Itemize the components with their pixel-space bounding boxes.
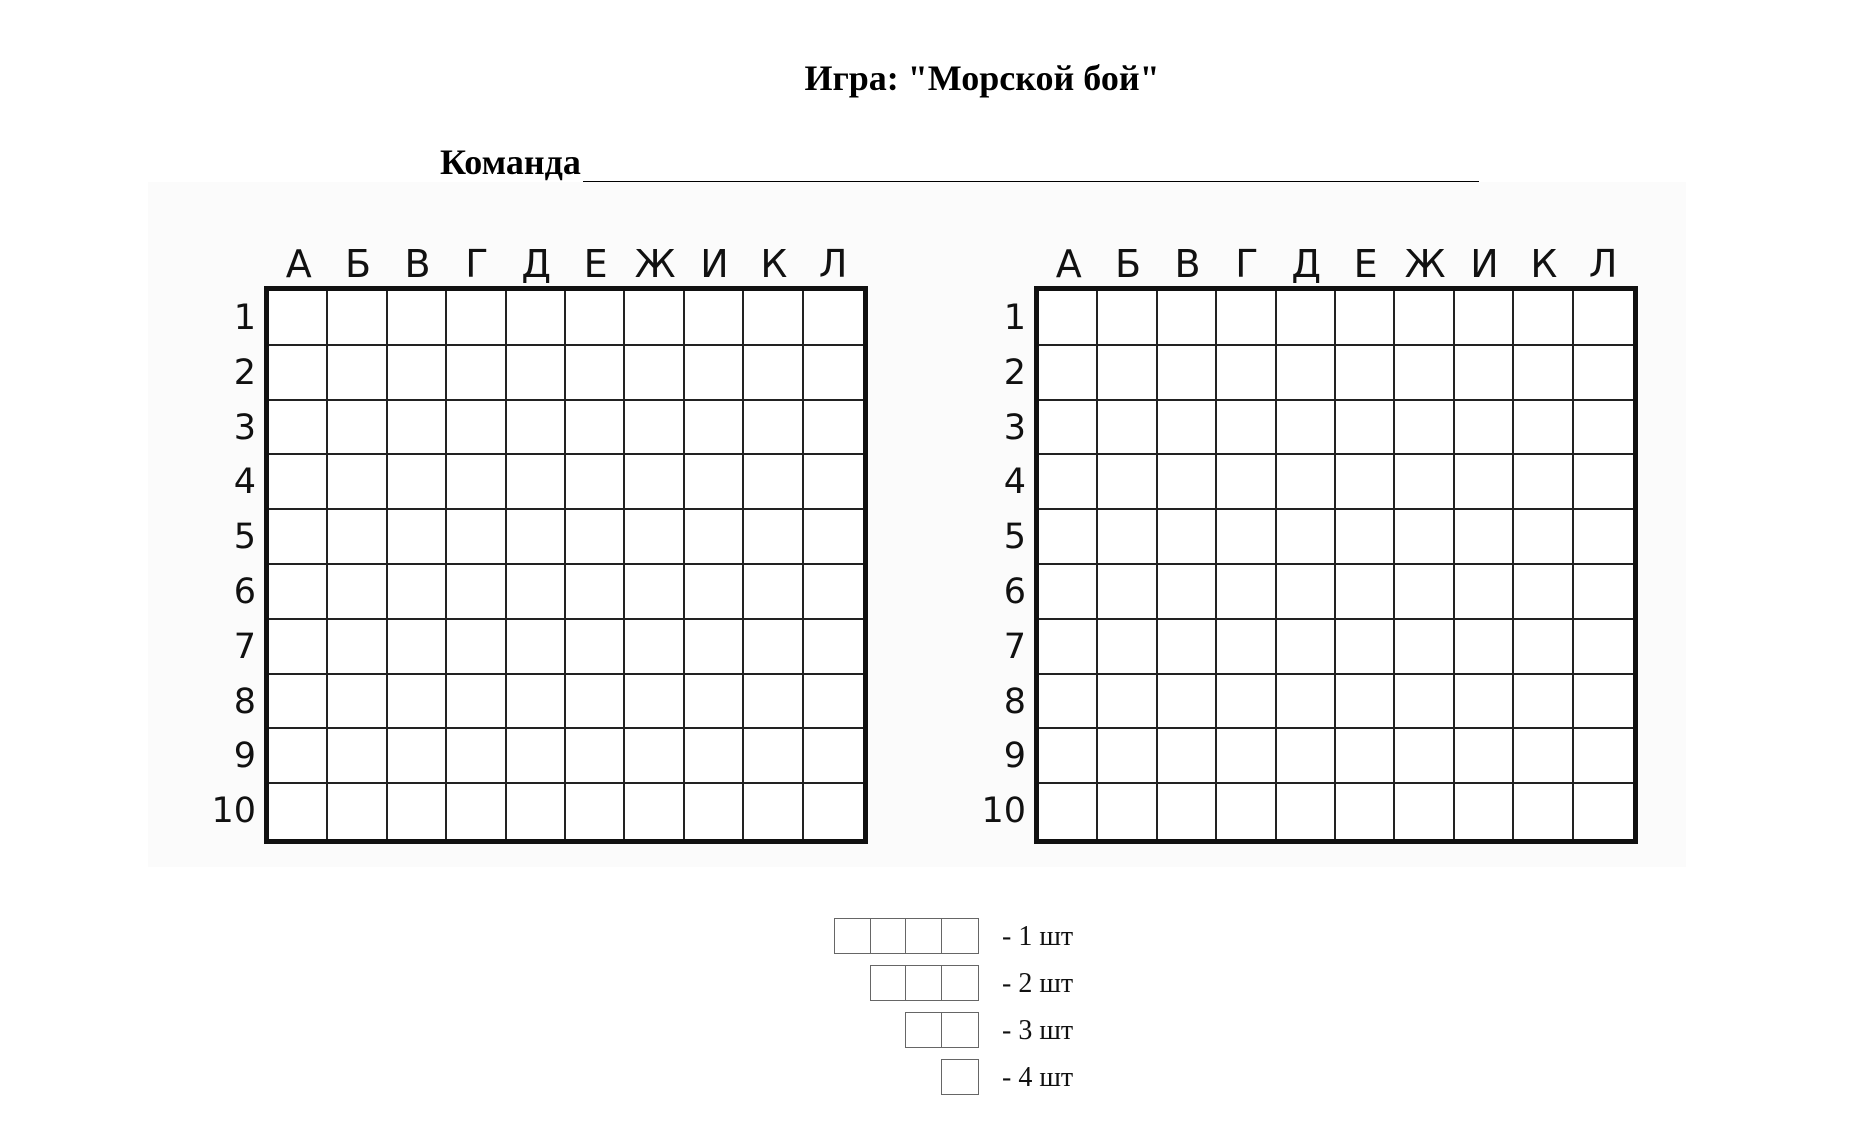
row-labels xyxy=(962,291,1026,839)
column-label: Д xyxy=(1291,242,1322,286)
grid-cell[interactable] xyxy=(269,565,328,620)
grid-cell[interactable] xyxy=(804,675,863,730)
column-label: Б xyxy=(345,242,372,286)
grid-cell[interactable] xyxy=(1336,729,1395,784)
grid-cell[interactable] xyxy=(507,565,566,620)
grid-cell[interactable] xyxy=(625,620,684,675)
grid-cell[interactable] xyxy=(685,620,744,675)
column-label: Д xyxy=(521,242,552,286)
grid-cell[interactable] xyxy=(566,510,625,565)
grid-cell[interactable] xyxy=(1158,346,1217,401)
grid-cell[interactable] xyxy=(744,565,803,620)
grid-cell[interactable] xyxy=(388,620,447,675)
grid-cell[interactable] xyxy=(507,784,566,839)
grid-cell[interactable] xyxy=(269,675,328,730)
grid-cell[interactable] xyxy=(269,620,328,675)
grid-cell[interactable] xyxy=(566,565,625,620)
grid-cell[interactable] xyxy=(625,510,684,565)
grid-cell[interactable] xyxy=(1098,729,1157,784)
grid-cell[interactable] xyxy=(1039,565,1098,620)
grid-cell[interactable] xyxy=(1039,401,1098,456)
grid-cell[interactable] xyxy=(1158,620,1217,675)
row-label: 2 xyxy=(1003,352,1026,393)
legend-row xyxy=(834,965,1114,1012)
grid-cell[interactable] xyxy=(1217,346,1276,401)
ship-cell xyxy=(906,919,942,953)
ship-cell xyxy=(906,1013,942,1047)
legend-count: - 4 шт xyxy=(1002,1062,1074,1093)
grid-cell[interactable] xyxy=(447,620,506,675)
grid-cell[interactable] xyxy=(1158,784,1217,839)
grid-cell[interactable] xyxy=(269,784,328,839)
grid-cell[interactable] xyxy=(566,291,625,346)
grid-cell[interactable] xyxy=(685,675,744,730)
row-label: 1 xyxy=(233,298,256,338)
grid-cell[interactable] xyxy=(1158,675,1217,730)
grid-cell[interactable] xyxy=(804,510,863,565)
grid-cell[interactable] xyxy=(1574,784,1633,839)
grid-cell[interactable] xyxy=(328,455,387,510)
grid-cell[interactable] xyxy=(1514,510,1573,565)
grid-cell[interactable] xyxy=(1217,455,1276,510)
legend-count: - 3 шт xyxy=(1002,1015,1074,1046)
grid-cell[interactable] xyxy=(1514,455,1573,510)
grid-cell[interactable] xyxy=(269,510,328,565)
grid-cell[interactable] xyxy=(1455,784,1514,839)
grid-cell[interactable] xyxy=(1277,401,1336,456)
grid-cell[interactable] xyxy=(625,291,684,346)
column-label: Ж xyxy=(634,242,676,286)
grid-cell[interactable] xyxy=(1455,510,1514,565)
grid-cell[interactable] xyxy=(1514,620,1573,675)
column-label: В xyxy=(404,242,431,286)
grid-cell[interactable] xyxy=(804,784,863,839)
grid-cell[interactable] xyxy=(1395,346,1454,401)
grid-cell[interactable] xyxy=(1158,510,1217,565)
grid-cell[interactable] xyxy=(1455,675,1514,730)
grid-cell[interactable] xyxy=(1277,729,1336,784)
grid-cell[interactable] xyxy=(1574,675,1633,730)
grid-cell[interactable] xyxy=(804,455,863,510)
grid-cell[interactable] xyxy=(388,455,447,510)
grid-cell[interactable] xyxy=(685,784,744,839)
grid-cell[interactable] xyxy=(1455,729,1514,784)
grid-cell[interactable] xyxy=(1098,401,1157,456)
grid-cell[interactable] xyxy=(1098,620,1157,675)
grid-cell[interactable] xyxy=(328,401,387,456)
column-label: Л xyxy=(1588,242,1618,286)
grid-cell[interactable] xyxy=(1158,291,1217,346)
grid-cell[interactable] xyxy=(269,401,328,456)
column-label: И xyxy=(1470,242,1499,286)
grid-cell[interactable] xyxy=(1395,455,1454,510)
ship-cell xyxy=(942,966,978,1000)
grid-cell[interactable] xyxy=(1217,291,1276,346)
grid-cell[interactable] xyxy=(804,729,863,784)
grid-cell[interactable] xyxy=(1336,620,1395,675)
grid-cell[interactable] xyxy=(1336,675,1395,730)
grid-cell[interactable] xyxy=(388,675,447,730)
grid-cell[interactable] xyxy=(1277,510,1336,565)
grid-cell[interactable] xyxy=(1574,455,1633,510)
column-labels xyxy=(1039,242,1633,286)
column-label: А xyxy=(285,242,312,286)
row-label: 6 xyxy=(1003,571,1026,612)
row-label: 6 xyxy=(233,571,256,612)
grid-cell[interactable] xyxy=(1395,565,1454,620)
grid-cell[interactable] xyxy=(328,346,387,401)
grid-cell[interactable] xyxy=(1158,565,1217,620)
grid-cell[interactable] xyxy=(1336,401,1395,456)
legend-row xyxy=(834,1059,1114,1106)
team-name-line[interactable] xyxy=(583,141,1479,184)
grid-cell[interactable] xyxy=(447,675,506,730)
row-label: 3 xyxy=(1003,407,1026,448)
grid-cell[interactable] xyxy=(1336,784,1395,839)
column-label: Е xyxy=(1353,242,1378,286)
grid-cell[interactable] xyxy=(1395,784,1454,839)
column-label: В xyxy=(1174,242,1201,286)
row-label: 4 xyxy=(233,462,256,503)
grid-cell[interactable] xyxy=(685,455,744,510)
row-label: 9 xyxy=(1003,736,1026,777)
column-label: Е xyxy=(583,242,608,286)
row-label: 7 xyxy=(233,626,256,667)
grid-cell[interactable] xyxy=(744,675,803,730)
grid-cell[interactable] xyxy=(447,510,506,565)
grid-cell[interactable] xyxy=(388,729,447,784)
grid-cell[interactable] xyxy=(1514,346,1573,401)
grid-cell[interactable] xyxy=(507,510,566,565)
ship-4-deck xyxy=(834,918,979,954)
column-label: К xyxy=(760,242,788,286)
grid-cell[interactable] xyxy=(1158,729,1217,784)
grid-cell[interactable] xyxy=(447,565,506,620)
grid-cell[interactable] xyxy=(1336,510,1395,565)
grid-cell[interactable] xyxy=(1455,346,1514,401)
grid-cell[interactable] xyxy=(566,401,625,456)
row-labels xyxy=(192,291,256,839)
ship-cell xyxy=(942,919,978,953)
grid-cell[interactable] xyxy=(507,291,566,346)
grid-cell[interactable] xyxy=(744,291,803,346)
grid-cell[interactable] xyxy=(507,675,566,730)
row-label: 10 xyxy=(211,791,256,832)
column-label: Ж xyxy=(1404,242,1446,286)
grid-cell[interactable] xyxy=(625,346,684,401)
grid-cell[interactable] xyxy=(507,620,566,675)
row-label: 2 xyxy=(233,352,256,393)
grid-cell[interactable] xyxy=(447,729,506,784)
row-label: 8 xyxy=(233,681,256,722)
grid-cell[interactable] xyxy=(744,346,803,401)
grid-cell[interactable] xyxy=(1039,291,1098,346)
ship-cell xyxy=(835,919,871,953)
grid-cell[interactable] xyxy=(1217,784,1276,839)
grid-cell[interactable] xyxy=(1574,565,1633,620)
grid-cell[interactable] xyxy=(1039,620,1098,675)
grid-cell[interactable] xyxy=(328,291,387,346)
grid-cell[interactable] xyxy=(328,729,387,784)
grid-cell[interactable] xyxy=(566,455,625,510)
grid-cell[interactable] xyxy=(1098,291,1157,346)
grid-cell[interactable] xyxy=(388,565,447,620)
grid-cell[interactable] xyxy=(328,565,387,620)
legend-count: - 1 шт xyxy=(1002,921,1074,952)
grid-cell[interactable] xyxy=(328,784,387,839)
legend-row xyxy=(834,918,1114,965)
grid-cell[interactable] xyxy=(804,401,863,456)
grid-cell[interactable] xyxy=(388,291,447,346)
grid-cell[interactable] xyxy=(447,401,506,456)
row-label: 10 xyxy=(981,791,1026,832)
grid-cell[interactable] xyxy=(1514,401,1573,456)
grid-cell[interactable] xyxy=(1277,565,1336,620)
grid-cell[interactable] xyxy=(566,784,625,839)
grid-cell[interactable] xyxy=(1217,510,1276,565)
ship-cell xyxy=(942,1013,978,1047)
grid-cell[interactable] xyxy=(388,784,447,839)
grid-cell[interactable] xyxy=(447,291,506,346)
grid-cell[interactable] xyxy=(388,510,447,565)
column-label: Л xyxy=(818,242,848,286)
grid-cell[interactable] xyxy=(685,510,744,565)
grid-cell[interactable] xyxy=(507,346,566,401)
row-label: 4 xyxy=(1003,462,1026,503)
grid-cell[interactable] xyxy=(1217,675,1276,730)
team-field xyxy=(440,140,1479,184)
grid-cell[interactable] xyxy=(1514,784,1573,839)
grid-cell[interactable] xyxy=(1098,675,1157,730)
grid-cell[interactable] xyxy=(1574,620,1633,675)
grid-cell[interactable] xyxy=(1455,620,1514,675)
grid-cell[interactable] xyxy=(1336,291,1395,346)
battle-grid xyxy=(264,286,868,844)
grid-cell[interactable] xyxy=(1574,510,1633,565)
grid-cell[interactable] xyxy=(1395,510,1454,565)
ship-cell xyxy=(871,966,907,1000)
grid-cell[interactable] xyxy=(269,729,328,784)
ship-cell xyxy=(906,966,942,1000)
grid-cell[interactable] xyxy=(566,620,625,675)
grid-cell[interactable] xyxy=(1574,729,1633,784)
grid-cell[interactable] xyxy=(744,401,803,456)
grid-cell[interactable] xyxy=(507,401,566,456)
grid-cell[interactable] xyxy=(685,401,744,456)
grid-cell[interactable] xyxy=(1574,291,1633,346)
grid-cell[interactable] xyxy=(1098,346,1157,401)
grid-cell[interactable] xyxy=(685,729,744,784)
grid-cell[interactable] xyxy=(269,291,328,346)
grid-cell[interactable] xyxy=(1277,784,1336,839)
grid-cell[interactable] xyxy=(1158,401,1217,456)
grid-cell[interactable] xyxy=(1336,455,1395,510)
row-label: 3 xyxy=(233,407,256,448)
grid-cell[interactable] xyxy=(804,565,863,620)
grid-cell[interactable] xyxy=(1039,346,1098,401)
grid-cell[interactable] xyxy=(625,675,684,730)
grid-cell[interactable] xyxy=(1098,510,1157,565)
grid-cell[interactable] xyxy=(744,510,803,565)
grid-cell[interactable] xyxy=(447,784,506,839)
grid-cell[interactable] xyxy=(1277,620,1336,675)
grid-cell[interactable] xyxy=(1277,675,1336,730)
row-label: 1 xyxy=(1003,298,1026,338)
grid-cell[interactable] xyxy=(1574,401,1633,456)
grid-cell[interactable] xyxy=(328,510,387,565)
grid-cell[interactable] xyxy=(1158,455,1217,510)
grid-cell[interactable] xyxy=(804,346,863,401)
column-labels xyxy=(269,242,863,286)
grid-cell[interactable] xyxy=(744,455,803,510)
grid-cell[interactable] xyxy=(328,675,387,730)
grid-cell[interactable] xyxy=(1574,346,1633,401)
column-label: Б xyxy=(1115,242,1142,286)
team-label: Команда xyxy=(440,142,581,182)
grid-cell[interactable] xyxy=(566,729,625,784)
column-label: Г xyxy=(465,242,489,286)
grid-cell[interactable] xyxy=(1514,729,1573,784)
grid-cell[interactable] xyxy=(269,346,328,401)
row-label: 9 xyxy=(233,736,256,777)
grid-cell[interactable] xyxy=(1039,510,1098,565)
grid-cell[interactable] xyxy=(1455,565,1514,620)
page-title: Игра: "Морской бой" xyxy=(804,58,1160,98)
row-label: 5 xyxy=(233,517,256,558)
ship-1-deck xyxy=(941,1059,980,1095)
grid-cell[interactable] xyxy=(566,675,625,730)
grid-cell[interactable] xyxy=(1039,784,1098,839)
grid-cell[interactable] xyxy=(328,620,387,675)
grid-cell[interactable] xyxy=(685,346,744,401)
grid-cell[interactable] xyxy=(1098,565,1157,620)
grid-cell[interactable] xyxy=(1277,455,1336,510)
grid-cell[interactable] xyxy=(566,346,625,401)
column-label: Г xyxy=(1235,242,1259,286)
grid-cell[interactable] xyxy=(1277,346,1336,401)
grid-cell[interactable] xyxy=(1514,565,1573,620)
grid-cell[interactable] xyxy=(625,401,684,456)
grid-cell[interactable] xyxy=(1395,401,1454,456)
grid-cell[interactable] xyxy=(1514,291,1573,346)
grid-cell[interactable] xyxy=(685,291,744,346)
grid-cell[interactable] xyxy=(1455,291,1514,346)
grid-cell[interactable] xyxy=(1395,291,1454,346)
grid-cell[interactable] xyxy=(625,565,684,620)
grid-cell[interactable] xyxy=(1395,620,1454,675)
grid-cell[interactable] xyxy=(1395,729,1454,784)
grid-cell[interactable] xyxy=(1514,675,1573,730)
grid-cell[interactable] xyxy=(685,565,744,620)
grid-cell[interactable] xyxy=(625,784,684,839)
ship-3-deck xyxy=(870,965,980,1001)
grid-cell[interactable] xyxy=(1336,346,1395,401)
ships-legend xyxy=(834,918,1114,1106)
grid-cell[interactable] xyxy=(1277,291,1336,346)
grid-cell[interactable] xyxy=(447,346,506,401)
grid-cell[interactable] xyxy=(388,346,447,401)
ship-cell xyxy=(871,919,907,953)
grid-cell[interactable] xyxy=(1217,729,1276,784)
ship-cell xyxy=(942,1060,978,1094)
grid-cell[interactable] xyxy=(1395,675,1454,730)
grid-cell[interactable] xyxy=(625,729,684,784)
grid-cell[interactable] xyxy=(1455,455,1514,510)
column-label: А xyxy=(1055,242,1082,286)
column-label: К xyxy=(1530,242,1558,286)
grid-cell[interactable] xyxy=(1098,455,1157,510)
boards-area xyxy=(148,182,1686,867)
grid-cell[interactable] xyxy=(447,455,506,510)
row-label: 7 xyxy=(1003,626,1026,667)
battle-grid xyxy=(1034,286,1638,844)
grid-cell[interactable] xyxy=(507,455,566,510)
grid-cell[interactable] xyxy=(1336,565,1395,620)
legend-count: - 2 шт xyxy=(1002,968,1074,999)
grid-cell[interactable] xyxy=(1039,729,1098,784)
grid-cell[interactable] xyxy=(1217,620,1276,675)
grid-cell[interactable] xyxy=(507,729,566,784)
grid-cell[interactable] xyxy=(744,729,803,784)
grid-cell[interactable] xyxy=(744,620,803,675)
legend-row xyxy=(834,1012,1114,1059)
grid-cell[interactable] xyxy=(804,291,863,346)
grid-cell[interactable] xyxy=(744,784,803,839)
grid-cell[interactable] xyxy=(804,620,863,675)
grid-cell[interactable] xyxy=(625,455,684,510)
row-label: 8 xyxy=(1003,681,1026,722)
grid-cell[interactable] xyxy=(1217,565,1276,620)
grid-cell[interactable] xyxy=(1039,455,1098,510)
grid-cell[interactable] xyxy=(1455,401,1514,456)
grid-cell[interactable] xyxy=(388,401,447,456)
column-label: И xyxy=(700,242,729,286)
grid-cell[interactable] xyxy=(1098,784,1157,839)
grid-cell[interactable] xyxy=(269,455,328,510)
grid-cell[interactable] xyxy=(1217,401,1276,456)
grid-cell[interactable] xyxy=(1039,675,1098,730)
ship-2-deck xyxy=(905,1012,979,1048)
row-label: 5 xyxy=(1003,517,1026,558)
